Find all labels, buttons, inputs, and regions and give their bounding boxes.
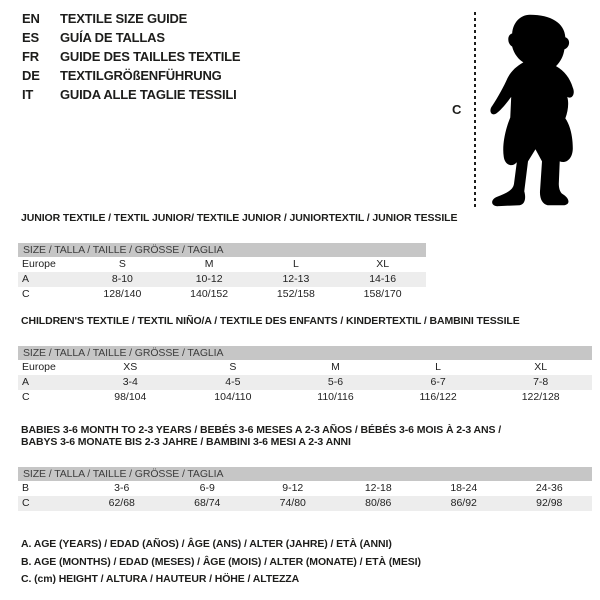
language-code: ES [22, 30, 39, 45]
size-cell: XL [376, 258, 390, 270]
table-row [18, 496, 592, 511]
language-row [22, 28, 240, 47]
legend-footnotes [18, 536, 421, 589]
language-title: GUIDE DES TAILLES TEXTILE [60, 49, 241, 64]
size-cell: 3-4 [122, 376, 138, 388]
size-cell: L [292, 258, 299, 270]
language-code: EN [22, 11, 40, 26]
section-heading-line: BABYS 3-6 MONATE BIS 2-3 JAHRE / BAMBINI 3-6 MESI A 2-3 ANNI [21, 436, 351, 448]
table-row [18, 481, 592, 496]
size-cell: 110/116 [317, 391, 354, 403]
size-cell: 3-6 [114, 482, 130, 494]
language-title: TEXTILE SIZE GUIDE [60, 11, 188, 26]
size-cell: 6-9 [199, 482, 215, 494]
language-code: DE [22, 68, 40, 83]
section-heading [18, 212, 458, 224]
language-row [22, 9, 240, 28]
size-cell: 8-10 [111, 273, 133, 285]
size-cell: 24-36 [535, 482, 563, 494]
language-code: IT [22, 87, 34, 102]
language-title-block [22, 9, 240, 104]
row-label: C [22, 497, 30, 509]
section-childrens-textile [18, 315, 592, 405]
language-row [22, 85, 240, 104]
section-heading [18, 315, 592, 327]
language-title: TEXTILGRÖßENFÜHRUNG [60, 68, 222, 83]
section-heading-line: JUNIOR TEXTILE / TEXTIL JUNIOR/ TEXTILE JUNIOR / JUNIORTEXTIL / JUNIOR TESSILE [21, 212, 458, 224]
table-row [18, 360, 592, 375]
language-title: GUÍA DE TALLAS [60, 30, 165, 45]
size-table-header: SIZE / TALLA / TAILLE / GRÖSSE / TAGLIA [18, 243, 426, 257]
size-table [18, 346, 592, 405]
size-cell: 18-24 [450, 482, 478, 494]
size-cell: 9-12 [282, 482, 304, 494]
table-row [18, 375, 592, 390]
language-row [22, 66, 240, 85]
table-row [18, 257, 426, 272]
footnote-line: B. AGE (MONTHS) / EDAD (MESES) / ÂGE (MOIS) / ALTER (MONATE) / ETÀ (MESI) [21, 555, 421, 568]
language-title: GUIDA ALLE TAGLIE TESSILI [60, 87, 237, 102]
size-cell: 74/80 [279, 497, 306, 509]
size-cell: 14-16 [369, 273, 397, 285]
language-row [22, 47, 240, 66]
size-cell: 68/74 [194, 497, 221, 509]
size-cell: 92/98 [536, 497, 563, 509]
size-table-header: SIZE / TALLA / TAILLE / GRÖSSE / TAGLIA [18, 467, 592, 481]
language-code: FR [22, 49, 39, 64]
row-label: A [22, 376, 30, 388]
row-label: C [22, 288, 30, 300]
footnote-line: A. AGE (YEARS) / EDAD (AÑOS) / ÂGE (ANS) / ALTER (JAHRE) / ETÀ (ANNI) [21, 538, 392, 550]
size-cell: 12-13 [282, 273, 310, 285]
row-label: C [22, 391, 30, 403]
height-measure-dashed-line [474, 12, 476, 210]
baby-silhouette-image [486, 10, 598, 210]
size-cell: 62/68 [108, 497, 135, 509]
size-cell: 5-6 [327, 376, 344, 388]
size-cell: 158/170 [363, 288, 402, 300]
size-cell: S [229, 361, 237, 373]
size-cell: 140/152 [190, 288, 229, 300]
size-cell: 12-18 [364, 482, 392, 494]
row-label: Europe [22, 361, 56, 373]
row-label: B [22, 482, 30, 494]
size-table-header: SIZE / TALLA / TAILLE / GRÖSSE / TAGLIA [18, 346, 592, 360]
section-junior-textile [18, 212, 458, 302]
size-cell: XS [123, 361, 138, 373]
section-heading-line: BABIES 3-6 MONTH TO 2-3 YEARS / BEBÉS 3-6 MESES A 2-3 AÑOS / BÉBÉS 3-6 MOIS À 2-3 ANS / [21, 424, 502, 436]
size-cell: 98/104 [114, 391, 147, 403]
section-heading [18, 424, 592, 448]
size-cell: 6-7 [430, 376, 446, 388]
row-label: Europe [22, 258, 56, 270]
size-cell: 122/128 [521, 391, 560, 403]
section-babies-textile [18, 424, 592, 511]
row-label: A [22, 273, 30, 285]
size-cell: L [435, 361, 441, 373]
size-cell: 116/122 [419, 391, 457, 403]
size-cell: 10-12 [195, 273, 223, 285]
size-cell: 80/86 [365, 497, 392, 509]
size-cell: 104/110 [214, 391, 252, 403]
size-cell: 86/92 [450, 497, 477, 509]
size-cell: XL [534, 361, 548, 373]
table-row [18, 390, 592, 405]
size-cell: S [118, 258, 126, 270]
section-heading-line: CHILDREN'S TEXTILE / TEXTIL NIÑO/A / TEXTILE DES ENFANTS / KINDERTEXTIL / BAMBINI TESSILE [21, 315, 520, 327]
height-figure [450, 8, 600, 212]
size-cell: 152/158 [276, 288, 315, 300]
table-row [18, 272, 426, 287]
size-table [18, 243, 426, 302]
size-cell: 7-8 [533, 376, 549, 388]
table-row [18, 287, 426, 302]
size-table [18, 467, 592, 511]
size-cell: M [204, 258, 214, 270]
footnote-line: C. (cm) HEIGHT / ALTURA / HAUTEUR / HÖHE / ALTEZZA [21, 573, 300, 585]
height-label-c: C [452, 102, 462, 117]
size-cell: 4-5 [225, 376, 241, 388]
size-cell: 128/140 [103, 288, 142, 300]
size-cell: M [331, 361, 340, 373]
